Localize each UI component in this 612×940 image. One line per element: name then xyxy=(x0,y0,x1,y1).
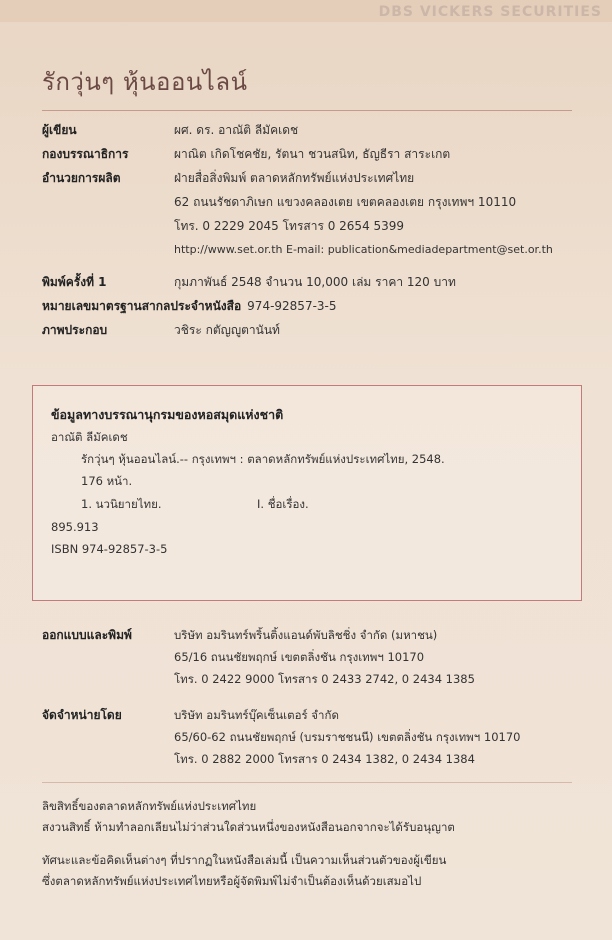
cip-subjects xyxy=(51,492,571,516)
cip-class-number: 895.913 xyxy=(51,520,99,534)
illustrator-row xyxy=(42,318,582,342)
editors-label: กองบรรณาธิการ xyxy=(42,147,129,161)
editors-row xyxy=(42,142,582,166)
isbn-label-text: หมายเลขมาตรฐานสากลประจำหนังสือ xyxy=(42,299,242,313)
design-print-line-3: โทร. 0 2422 9000 โทรสาร 0 2433 2742, 0 2434 1385 xyxy=(174,672,475,686)
copyright-line-1: ลิขสิทธิ์ของตลาดหลักทรัพย์แห่งประเทศไทย xyxy=(42,799,257,813)
cip-content xyxy=(51,404,571,560)
cip-pages: 176 หน้า. xyxy=(81,474,133,488)
distribution-line-1: บริษัท อมรินทร์บุ๊คเซ็นเตอร์ จำกัด xyxy=(174,708,339,722)
first-print-row xyxy=(42,270,582,294)
cip-title-line: รักวุ่นๆ หุ้นออนไลน์.-- กรุงเทพฯ : ตลาดหลักทรัพย์แห่งประเทศไทย, 2548. xyxy=(81,452,445,466)
disclaimer-line-2: ซึ่งตลาดหลักทรัพย์แห่งประเทศไทยหรือผู้จัดพิมพ์ไม่จำเป็นต้องเห็นด้วยเสมอไป xyxy=(42,874,422,888)
cip-isbn: ISBN 974-92857-3-5 xyxy=(51,542,168,556)
cip-data-box xyxy=(32,385,582,601)
design-print-label: ออกแบบและพิมพ์ xyxy=(42,628,132,642)
author-value: ผศ. ดร. อาณัติ ลีมัคเดช xyxy=(174,123,299,137)
production-line-3: โทร. 0 2229 2045 โทรสาร 0 2654 5399 xyxy=(174,219,405,233)
ghost-brand-text: DBS VICKERS SECURITIES xyxy=(378,4,602,20)
author-row xyxy=(42,118,582,142)
production-line-1: ฝ่ายสื่อสิ่งพิมพ์ ตลาดหลักทรัพย์แห่งประเทศไทย xyxy=(174,171,415,185)
distribution-line-3: โทร. 0 2882 2000 โทรสาร 0 2434 1382, 0 2434 1384 xyxy=(174,752,475,766)
isbn-row xyxy=(42,294,582,318)
cip-subject-1: 1. นวนิยายไทย. xyxy=(81,497,162,511)
title-divider xyxy=(42,110,572,111)
copyright-line-2: สงวนสิทธิ์ ห้ามทำลอกเลียนไม่ว่าส่วนใดส่วนหนึ่งของหนังสือนอกจากจะได้รับอนุญาต xyxy=(42,820,455,834)
book-title: รักวุ่นๆ หุ้นออนไลน์ xyxy=(42,68,248,96)
production-label: อำนวยการผลิต xyxy=(42,171,121,185)
cip-heading: ข้อมูลทางบรรณานุกรมของหอสมุดแห่งชาติ xyxy=(51,407,284,422)
legal-divider xyxy=(42,782,572,783)
legal-notice xyxy=(42,796,582,892)
disclaimer-line-1: ทัศนะและข้อคิดเห็นต่างๆ ที่ปรากฏในหนังสือเล่มนี้ เป็นความเห็นส่วนตัวของผู้เขียน xyxy=(42,853,447,867)
editors-value: ผาณิต เกิดโชคชัย, รัตนา ชวนสนิท, ธัญธีรา สาระเกต xyxy=(174,147,451,161)
cip-subject-2: I. ชื่อเรื่อง. xyxy=(257,497,309,511)
first-print-value: กุมภาพันธ์ 2548 จำนวน 10,000 เล่ม ราคา 120 บาท xyxy=(174,275,456,289)
production-line-4: http://www.set.or.th E-mail: publication&mediadepartment@set.or.th xyxy=(174,243,553,256)
distribution-section xyxy=(42,704,582,770)
distribution-label: จัดจำหน่ายโดย xyxy=(42,708,122,722)
design-print-line-1: บริษัท อมรินทร์พริ้นติ้งแอนด์พับลิชชิ่ง จำกัด (มหาชน) xyxy=(174,628,438,642)
illustrator-label: ภาพประกอบ xyxy=(42,323,108,337)
first-print-label: พิมพ์ครั้งที่ 1 xyxy=(42,275,107,289)
distribution-line-2: 65/60-62 ถนนชัยพฤกษ์ (บรมราชชนนี) เขตตลิ่งชัน กรุงเทพฯ 10170 xyxy=(174,730,521,744)
author-label: ผู้เขียน xyxy=(42,123,77,137)
isbn-label xyxy=(42,294,337,318)
illustrator-value: วชิระ กตัญญูตานันท์ xyxy=(174,323,280,337)
cip-author: อาณัติ ลีมัคเดช xyxy=(51,430,128,444)
credits-block xyxy=(42,118,582,342)
isbn-value: 974-92857-3-5 xyxy=(247,299,337,313)
design-print-section xyxy=(42,624,582,690)
design-print-line-2: 65/16 ถนนชัยพฤกษ์ เขตตลิ่งชัน กรุงเทพฯ 10170 xyxy=(174,650,425,664)
production-line-2: 62 ถนนรัชดาภิเษก แขวงคลองเตย เขตคลองเตย กรุงเทพฯ 10110 xyxy=(174,195,517,209)
production-row xyxy=(42,166,582,262)
